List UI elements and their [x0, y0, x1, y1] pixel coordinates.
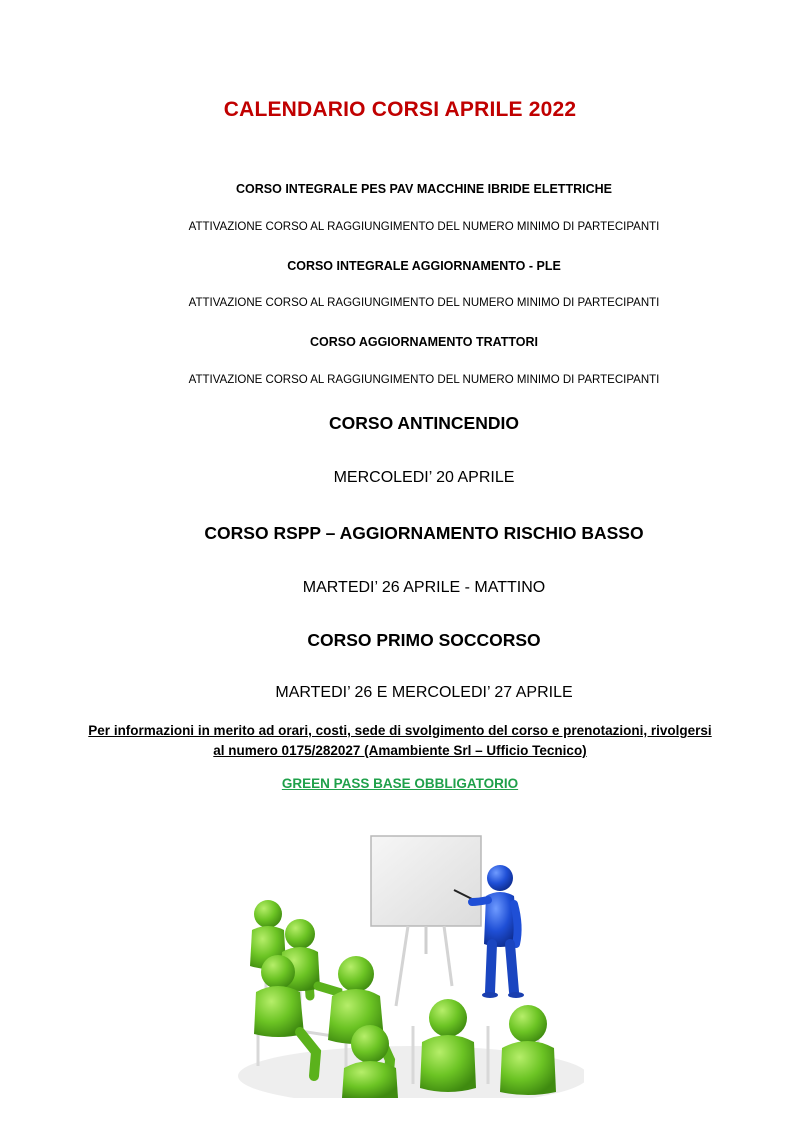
course-note-pes-pav: ATTIVAZIONE CORSO AL RAGGIUNGIMENTO DEL NUMERO MINIMO DI PARTECIPANTI	[188, 221, 660, 233]
course-date-primo-soccorso: MARTEDI’ 26 E MERCOLEDI’ 27 APRILE	[275, 684, 573, 701]
contact-info-line-2: al numero 0175/282027 (Amambiente Srl – Ufficio Tecnico)	[213, 743, 587, 758]
course-date-rspp: MARTEDI’ 26 APRILE - MATTINO	[302, 579, 546, 596]
contact-info-line-1: Per informazioni in merito ad orari, costi, sede di svolgimento del corso e prenotazioni, rivolgersi	[88, 723, 712, 738]
contact-info	[70, 721, 730, 761]
course-title-rspp: CORSO RSPP – AGGIORNAMENTO RISCHIO BASSO	[204, 523, 644, 543]
green-pass-notice: GREEN PASS BASE OBBLIGATORIO	[281, 776, 519, 791]
training-illustration	[238, 826, 584, 1098]
course-title-trattori: CORSO AGGIORNAMENTO TRATTORI	[309, 335, 538, 349]
course-title-ple: CORSO INTEGRALE AGGIORNAMENTO - PLE	[287, 259, 561, 273]
course-note-trattori: ATTIVAZIONE CORSO AL RAGGIUNGIMENTO DEL NUMERO MINIMO DI PARTECIPANTI	[188, 374, 660, 386]
course-title-pes-pav: CORSO INTEGRALE PES PAV MACCHINE IBRIDE ELETTRICHE	[236, 182, 612, 196]
course-title-primo-soccorso: CORSO PRIMO SOCCORSO	[307, 630, 541, 650]
course-note-ple: ATTIVAZIONE CORSO AL RAGGIUNGIMENTO DEL NUMERO MINIMO DI PARTECIPANTI	[188, 297, 660, 309]
page-title: CALENDARIO CORSI APRILE 2022	[223, 98, 577, 121]
course-date-antincendio: MERCOLEDI’ 20 APRILE	[333, 469, 515, 486]
course-title-antincendio: CORSO ANTINCENDIO	[329, 413, 519, 433]
